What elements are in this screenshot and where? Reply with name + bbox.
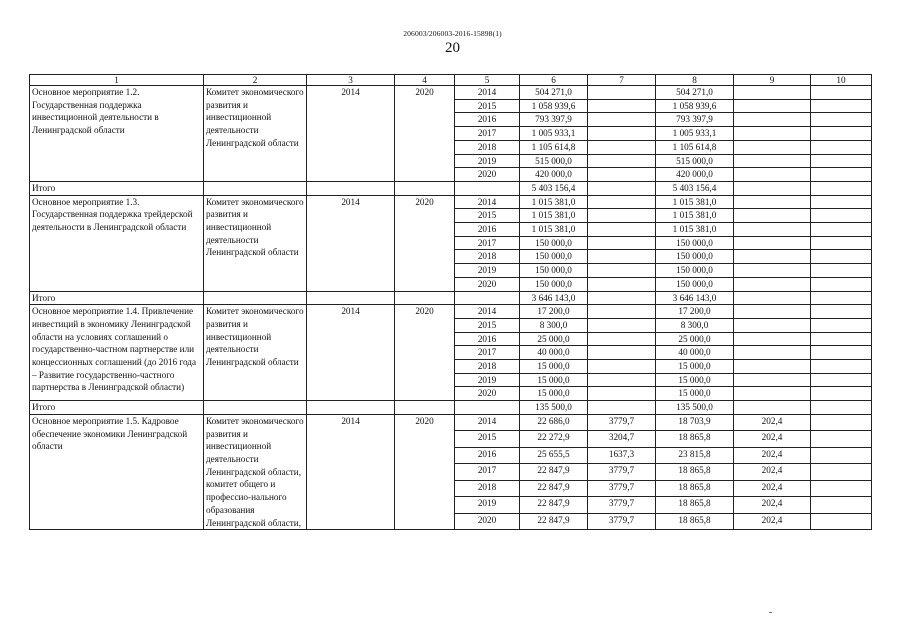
column-header-7: 7 — [588, 75, 656, 86]
cell-col7 — [588, 99, 656, 113]
cell-col7 — [588, 236, 656, 250]
cell-col9 — [734, 195, 811, 209]
cell-total-amount: 150 000,0 — [520, 236, 588, 250]
cell-col10 — [811, 209, 872, 223]
cell-total-amount: 150 000,0 — [520, 250, 588, 264]
cell-col7 — [588, 195, 656, 209]
total-empty — [307, 291, 395, 305]
cell-col8: 504 271,0 — [656, 86, 734, 100]
cell-year: 2015 — [455, 318, 520, 332]
cell-col10 — [811, 318, 872, 332]
cell-col9 — [734, 140, 811, 154]
cell-col10 — [811, 373, 872, 387]
cell-col8: 15 000,0 — [656, 373, 734, 387]
cell-col8: 150 000,0 — [656, 250, 734, 264]
cell-total-amount: 25 655,5 — [520, 447, 588, 463]
cell-col10 — [811, 387, 872, 401]
cell-year: 2018 — [455, 360, 520, 374]
total-amount: 3 646 143,0 — [520, 291, 588, 305]
cell-total-amount: 15 000,0 — [520, 360, 588, 374]
cell-col10 — [811, 277, 872, 291]
cell-year: 2016 — [455, 332, 520, 346]
cell-col8: 1 005 933,1 — [656, 127, 734, 141]
total-col10 — [811, 401, 872, 415]
cell-total-amount: 22 847,9 — [520, 497, 588, 513]
cell-year: 2014 — [455, 86, 520, 100]
cell-total-amount: 504 271,0 — [520, 86, 588, 100]
table-row — [30, 86, 872, 100]
cell-col9 — [734, 209, 811, 223]
executor: Комитет экономического развития и инвестиционной деятельности Ленинградской области — [204, 86, 307, 182]
cell-year: 2014 — [455, 195, 520, 209]
cell-col10 — [811, 431, 872, 447]
header-row — [30, 75, 872, 86]
cell-year: 2015 — [455, 99, 520, 113]
cell-col7 — [588, 346, 656, 360]
cell-year: 2019 — [455, 373, 520, 387]
total-empty — [307, 401, 395, 415]
cell-total-amount: 22 847,9 — [520, 480, 588, 496]
cell-col9 — [734, 332, 811, 346]
page-number: 20 — [445, 40, 460, 56]
cell-col8: 18 865,8 — [656, 464, 734, 480]
cell-col10 — [811, 195, 872, 209]
executor: Комитет экономического развития и инвестиционной деятельности Ленинградской области, комитет общего и профессио-нального образования Ленинградской области, — [204, 414, 307, 529]
cell-col8: 15 000,0 — [656, 387, 734, 401]
cell-col7 — [588, 373, 656, 387]
end-year: 2020 — [395, 195, 455, 291]
cell-col10 — [811, 168, 872, 182]
cell-col7 — [588, 154, 656, 168]
total-amount: 5 403 156,4 — [520, 181, 588, 195]
cell-total-amount: 40 000,0 — [520, 346, 588, 360]
cell-col7 — [588, 318, 656, 332]
cell-col7 — [588, 140, 656, 154]
cell-col7 — [588, 264, 656, 278]
cell-col9 — [734, 154, 811, 168]
total-label: Итого — [30, 291, 204, 305]
cell-col9 — [734, 223, 811, 237]
cell-col8: 1 015 381,0 — [656, 223, 734, 237]
cell-total-amount: 1 015 381,0 — [520, 195, 588, 209]
cell-total-amount: 420 000,0 — [520, 168, 588, 182]
total-col7 — [588, 401, 656, 415]
cell-total-amount: 1 005 933,1 — [520, 127, 588, 141]
end-year: 2020 — [395, 305, 455, 401]
cell-col8: 23 815,8 — [656, 447, 734, 463]
cell-col9 — [734, 318, 811, 332]
start-year: 2014 — [307, 414, 395, 529]
cell-col7 — [588, 360, 656, 374]
cell-col7: 1637,3 — [588, 447, 656, 463]
cell-col7 — [588, 332, 656, 346]
total-col8: 3 646 143,0 — [656, 291, 734, 305]
total-col9 — [734, 181, 811, 195]
cell-total-amount: 22 272,9 — [520, 431, 588, 447]
cell-col10 — [811, 140, 872, 154]
cell-col8: 420 000,0 — [656, 168, 734, 182]
cell-col7 — [588, 250, 656, 264]
total-empty — [455, 401, 520, 415]
cell-col9: 202,4 — [734, 480, 811, 496]
cell-col10 — [811, 250, 872, 264]
cell-col10 — [811, 127, 872, 141]
cell-year: 2019 — [455, 497, 520, 513]
total-row — [30, 291, 872, 305]
cell-col7: 3779,7 — [588, 513, 656, 530]
cell-col9: 202,4 — [734, 431, 811, 447]
cell-col10 — [811, 414, 872, 430]
executor: Комитет экономического развития и инвестиционной деятельности Ленинградской области — [204, 305, 307, 401]
cell-col8: 40 000,0 — [656, 346, 734, 360]
cell-year: 2020 — [455, 513, 520, 530]
cell-col7 — [588, 223, 656, 237]
cell-col9: 202,4 — [734, 513, 811, 530]
cell-col9: 202,4 — [734, 414, 811, 430]
end-year: 2020 — [395, 414, 455, 529]
cell-col9 — [734, 264, 811, 278]
cell-col10 — [811, 447, 872, 463]
column-header-1: 1 — [30, 75, 204, 86]
cell-col7: 3779,7 — [588, 464, 656, 480]
total-empty — [204, 401, 307, 415]
cell-col8: 18 703,9 — [656, 414, 734, 430]
cell-col8: 1 058 939,6 — [656, 99, 734, 113]
cell-col10 — [811, 332, 872, 346]
cell-year: 2018 — [455, 250, 520, 264]
end-year: 2020 — [395, 86, 455, 182]
cell-col8: 150 000,0 — [656, 264, 734, 278]
cell-year: 2014 — [455, 305, 520, 319]
cell-col9 — [734, 346, 811, 360]
cell-col9 — [734, 127, 811, 141]
cell-total-amount: 150 000,0 — [520, 264, 588, 278]
executor: Комитет экономического развития и инвестиционной деятельности Ленинградской области — [204, 195, 307, 291]
cell-year: 2016 — [455, 447, 520, 463]
cell-col7 — [588, 305, 656, 319]
cell-col7 — [588, 277, 656, 291]
column-header-9: 9 — [734, 75, 811, 86]
document-id: 206003/206003-2016-15898(1) — [403, 29, 502, 38]
cell-year: 2017 — [455, 346, 520, 360]
table-row — [30, 195, 872, 209]
cell-col7: 3779,7 — [588, 480, 656, 496]
cell-col7 — [588, 209, 656, 223]
cell-total-amount: 515 000,0 — [520, 154, 588, 168]
cell-col8: 793 397,9 — [656, 113, 734, 127]
cell-col9 — [734, 236, 811, 250]
cell-col7 — [588, 127, 656, 141]
cell-col9 — [734, 168, 811, 182]
cell-total-amount: 1 015 381,0 — [520, 209, 588, 223]
total-amount: 135 500,0 — [520, 401, 588, 415]
start-year: 2014 — [307, 86, 395, 182]
column-header-2: 2 — [204, 75, 307, 86]
cell-year: 2020 — [455, 277, 520, 291]
measure-name: Основное мероприятие 1.2. Государственная поддержка инвестиционной деятельности в Ленинградской области — [30, 86, 204, 182]
start-year: 2014 — [307, 195, 395, 291]
total-empty — [395, 181, 455, 195]
cell-col9 — [734, 113, 811, 127]
cell-col8: 1 015 381,0 — [656, 209, 734, 223]
cell-year: 2014 — [455, 414, 520, 430]
total-col10 — [811, 291, 872, 305]
cell-year: 2018 — [455, 140, 520, 154]
column-header-6: 6 — [520, 75, 588, 86]
cell-total-amount: 793 397,9 — [520, 113, 588, 127]
cell-total-amount: 15 000,0 — [520, 373, 588, 387]
total-empty — [395, 401, 455, 415]
total-col10 — [811, 181, 872, 195]
cell-year: 2019 — [455, 264, 520, 278]
cell-year: 2015 — [455, 209, 520, 223]
cell-year: 2017 — [455, 127, 520, 141]
cell-total-amount: 22 847,9 — [520, 464, 588, 480]
cell-col10 — [811, 360, 872, 374]
cell-year: 2020 — [455, 387, 520, 401]
cell-col10 — [811, 264, 872, 278]
cell-total-amount: 25 000,0 — [520, 332, 588, 346]
cell-total-amount: 150 000,0 — [520, 277, 588, 291]
cell-col9 — [734, 86, 811, 100]
cell-col10 — [811, 464, 872, 480]
total-row — [30, 401, 872, 415]
cell-year: 2015 — [455, 431, 520, 447]
cell-col9 — [734, 387, 811, 401]
cell-col10 — [811, 113, 872, 127]
cell-col10 — [811, 86, 872, 100]
funding-table — [29, 74, 872, 530]
cell-col8: 1 105 614,8 — [656, 140, 734, 154]
cell-total-amount: 1 105 614,8 — [520, 140, 588, 154]
cell-year: 2017 — [455, 464, 520, 480]
total-empty — [204, 291, 307, 305]
scan-speck — [769, 612, 772, 613]
cell-total-amount: 22 847,9 — [520, 513, 588, 530]
cell-year: 2019 — [455, 154, 520, 168]
cell-col9: 202,4 — [734, 447, 811, 463]
total-empty — [455, 181, 520, 195]
cell-col8: 18 865,8 — [656, 497, 734, 513]
total-empty — [395, 291, 455, 305]
table-row — [30, 414, 872, 430]
measure-name: Основное мероприятие 1.3. Государственная поддержка трейдерской деятельности в Ленинградской области — [30, 195, 204, 291]
measure-name: Основное мероприятие 1.4. Привлечение инвестиций в экономику Ленинградской области на условиях соглашений о государственно-частном партнерстве или концессионных соглашений (до 2016 года – Развитие государственно-частного партнерства в Ленинградской области) — [30, 305, 204, 401]
total-empty — [204, 181, 307, 195]
total-empty — [307, 181, 395, 195]
cell-col7: 3204,7 — [588, 431, 656, 447]
cell-col8: 15 000,0 — [656, 360, 734, 374]
cell-col8: 18 865,8 — [656, 513, 734, 530]
total-label: Итого — [30, 401, 204, 415]
column-header-3: 3 — [307, 75, 395, 86]
start-year: 2014 — [307, 305, 395, 401]
cell-year: 2016 — [455, 113, 520, 127]
cell-col9 — [734, 373, 811, 387]
cell-col9: 202,4 — [734, 464, 811, 480]
cell-col10 — [811, 223, 872, 237]
total-col7 — [588, 291, 656, 305]
cell-col10 — [811, 346, 872, 360]
cell-col8: 1 015 381,0 — [656, 195, 734, 209]
cell-col9: 202,4 — [734, 497, 811, 513]
cell-col7: 3779,7 — [588, 497, 656, 513]
cell-year: 2018 — [455, 480, 520, 496]
total-col9 — [734, 401, 811, 415]
cell-col8: 17 200,0 — [656, 305, 734, 319]
cell-year: 2017 — [455, 236, 520, 250]
column-header-4: 4 — [395, 75, 455, 86]
total-label: Итого — [30, 181, 204, 195]
cell-col7: 3779,7 — [588, 414, 656, 430]
cell-col7 — [588, 86, 656, 100]
cell-total-amount: 17 200,0 — [520, 305, 588, 319]
total-col9 — [734, 291, 811, 305]
cell-col10 — [811, 154, 872, 168]
cell-col9 — [734, 277, 811, 291]
column-header-8: 8 — [656, 75, 734, 86]
measure-name: Основное мероприятие 1.5. Кадровое обеспечение экономики Ленинградской области — [30, 414, 204, 529]
total-empty — [455, 291, 520, 305]
cell-col8: 18 865,8 — [656, 480, 734, 496]
cell-col7 — [588, 113, 656, 127]
cell-col10 — [811, 236, 872, 250]
cell-year: 2016 — [455, 223, 520, 237]
cell-total-amount: 1 015 381,0 — [520, 223, 588, 237]
cell-col9 — [734, 360, 811, 374]
cell-col8: 150 000,0 — [656, 236, 734, 250]
cell-col8: 515 000,0 — [656, 154, 734, 168]
cell-col10 — [811, 497, 872, 513]
cell-col8: 18 865,8 — [656, 431, 734, 447]
cell-total-amount: 22 686,0 — [520, 414, 588, 430]
column-header-5: 5 — [455, 75, 520, 86]
cell-col10 — [811, 513, 872, 530]
cell-year: 2020 — [455, 168, 520, 182]
cell-col10 — [811, 305, 872, 319]
cell-col7 — [588, 168, 656, 182]
cell-col10 — [811, 99, 872, 113]
cell-total-amount: 8 300,0 — [520, 318, 588, 332]
cell-col7 — [588, 387, 656, 401]
cell-col8: 25 000,0 — [656, 332, 734, 346]
cell-total-amount: 1 058 939,6 — [520, 99, 588, 113]
cell-col8: 150 000,0 — [656, 277, 734, 291]
cell-col9 — [734, 250, 811, 264]
total-col8: 135 500,0 — [656, 401, 734, 415]
column-header-10: 10 — [811, 75, 872, 86]
total-col7 — [588, 181, 656, 195]
total-row — [30, 181, 872, 195]
cell-col9 — [734, 99, 811, 113]
cell-col8: 8 300,0 — [656, 318, 734, 332]
cell-total-amount: 15 000,0 — [520, 387, 588, 401]
cell-col9 — [734, 305, 811, 319]
cell-col10 — [811, 480, 872, 496]
table-row — [30, 305, 872, 319]
total-col8: 5 403 156,4 — [656, 181, 734, 195]
